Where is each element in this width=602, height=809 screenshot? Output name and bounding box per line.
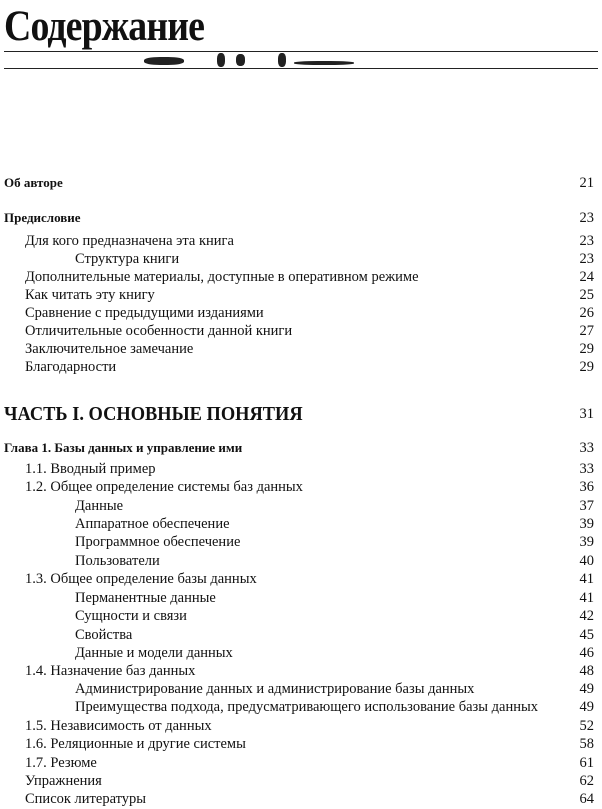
toc-entry-page: 52 [579,718,594,734]
toc-entry-page: 40 [579,553,594,569]
toc-entry-title: Список литературы [25,791,147,807]
toc-entry-title: Свойства [75,627,133,643]
toc-entry-page: 41 [579,590,594,606]
toc-entry [0,533,600,551]
toc-entry [0,552,600,570]
toc-entry [0,772,600,790]
toc-entry-title: Программное обеспечение [75,534,241,550]
toc-entry [0,439,600,457]
toc-entry-page: 23 [579,233,594,249]
toc-entry [0,250,600,268]
toc-entry-title: Пользователи [75,553,160,569]
toc-entry [0,358,600,376]
toc-entry-title: ЧАСТЬ I. ОСНОВНЫЕ ПОНЯТИЯ [4,403,303,425]
toc-entry-title: Сравнение с предыдущими изданиями [25,305,264,321]
toc-entry [0,680,600,698]
toc-entry-title: Благодарности [25,359,117,375]
toc-entry [0,735,600,753]
toc-entry-page: 31 [579,406,594,422]
toc-entry-page: 42 [579,608,594,624]
toc-entry-page: 37 [579,498,594,514]
toc-entry-title: Данные и модели данных [75,645,233,661]
toc-entry [0,460,600,478]
toc-entry-title: 1.4. Назначение баз данных [25,663,196,679]
toc-entry-title: 1.5. Независимость от данных [25,718,212,734]
toc-entry-title: Дополнительные материалы, доступные в оперативном режиме [25,269,419,285]
toc-entry [0,286,600,304]
toc-entry-page: 33 [579,440,594,456]
toc-entry-title: Упражнения [25,773,102,789]
toc-entry [0,340,600,358]
toc-entry-page: 41 [579,571,594,587]
toc-entry-title: Преимущества подхода, предусматривающего использование базы данных [75,699,538,715]
toc-entry-title: Об авторе [4,175,63,190]
toc-entry [0,698,600,716]
toc-entry-title: 1.3. Общее определение базы данных [25,571,257,587]
toc-entry-title: 1.1. Вводный пример [25,461,156,477]
toc-entry [0,478,600,496]
toc-entry-title: Отличительные особенности данной книги [25,323,293,339]
toc-entry-title: Структура книги [75,251,180,267]
toc-entry [0,662,600,680]
toc-entry-page: 58 [579,736,594,752]
toc-entry [0,497,600,515]
toc-entry-page: 27 [579,323,594,339]
toc-entry-title: Для кого предназначена эта книга [25,233,234,249]
toc-entry-title: Сущности и связи [75,608,187,624]
toc-entry [0,717,600,735]
toc-entry [0,589,600,607]
toc-entry [0,232,600,250]
toc-entry-page: 26 [579,305,594,321]
toc-entry-page: 23 [579,251,594,267]
toc-entry-title: Предисловие [4,210,81,225]
toc-entry-page: 39 [579,516,594,532]
toc-entry-page: 29 [579,359,594,375]
toc-entry-page: 21 [579,175,594,191]
toc-entry-page: 46 [579,645,594,661]
toc-entry-page: 49 [579,699,594,715]
toc-entry-page: 29 [579,341,594,357]
toc-entry-title: 1.7. Резюме [25,755,97,771]
toc-entry-page: 62 [579,773,594,789]
toc-entry [0,570,600,588]
toc-entry [0,268,600,286]
decorative-rule [4,51,598,69]
toc-entry [0,322,600,340]
toc-entry-title: Данные [75,498,124,514]
toc-entry-page: 36 [579,479,594,495]
toc-entry-page: 25 [579,287,594,303]
toc-entry-title: Глава 1. Базы данных и управление ими [4,440,243,455]
toc-entry-page: 24 [579,269,594,285]
toc-entry [0,209,600,227]
toc-entry [0,626,600,644]
toc-entry [0,174,600,192]
toc-entry-page: 64 [579,791,594,807]
toc-entry-title: 1.2. Общее определение системы баз данных [25,479,303,495]
toc-entry [0,402,600,426]
toc-entry [0,304,600,322]
toc-entry-page: 39 [579,534,594,550]
toc-entry [0,644,600,662]
toc-entry [0,515,600,533]
toc-entry-page: 33 [579,461,594,477]
toc-entry-title: Аппаратное обеспечение [75,516,230,532]
toc-entry-page: 61 [579,755,594,771]
toc-entry-page: 49 [579,681,594,697]
toc-entry-page: 45 [579,627,594,643]
toc-entry-title: Администрирование данных и администрирование базы данных [75,681,475,697]
toc-entry [0,607,600,625]
toc-entry-page: 48 [579,663,594,679]
toc-entry-title: Заключительное замечание [25,341,194,357]
toc-entry-title: Как читать эту книгу [25,287,155,303]
toc-entry-title: Перманентные данные [75,590,216,606]
toc-entry-title: 1.6. Реляционные и другие системы [25,736,246,752]
toc-entry-page: 23 [579,210,594,226]
page-title: Содержание [4,3,205,50]
toc-entry [0,790,600,808]
toc-entry [0,754,600,772]
